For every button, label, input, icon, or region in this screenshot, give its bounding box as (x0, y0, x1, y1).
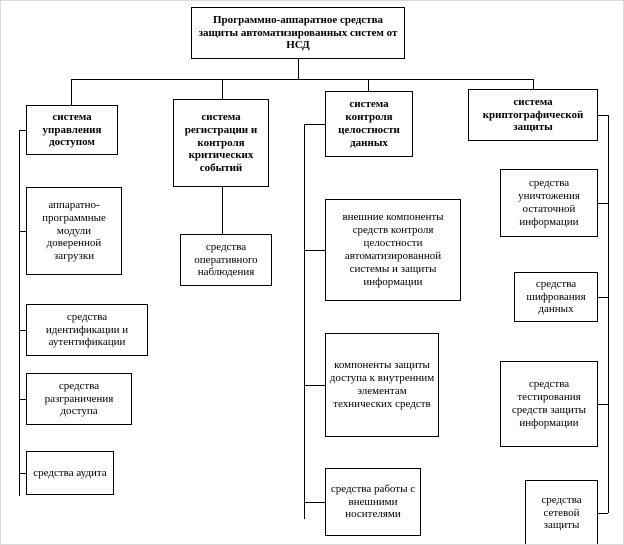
connector-stub-external-media (304, 502, 325, 503)
connector-stub-protection-testing (598, 404, 608, 405)
diagram-root-label: Программно-аппаратное средства защиты автоматизированных систем от НСД (198, 13, 398, 52)
leaf-label-identification: средства идентификации и аутентификации (45, 310, 129, 349)
branch-node-registration (173, 99, 269, 187)
leaf-label-access-segregation: средства разграничения доступа (44, 379, 114, 418)
leaf-label-trusted-boot: аппаратно-программные модули доверенной загрузки (42, 198, 106, 263)
connector-stub-access-segregation (19, 399, 26, 400)
leaf-node-operational-monitoring (180, 234, 272, 286)
connector-drop-branch-1 (71, 79, 72, 105)
leaf-node-external-components (325, 199, 461, 301)
leaf-label-internal-access-protection: компоненты защиты доступа к внутренним элементам технических средств (329, 359, 435, 410)
leaf-node-access-segregation (26, 373, 132, 425)
leaf-label-network-protection: средства сетевой защиты (541, 493, 582, 532)
connector-stub-internal-access-protection (304, 385, 325, 386)
leaf-node-external-media (325, 468, 421, 536)
connector-stub-residual-destruction (598, 203, 608, 204)
leaf-node-internal-access-protection (325, 333, 439, 437)
connector-stub-audit (19, 473, 26, 474)
branch-node-access-control (26, 105, 118, 155)
leaf-label-audit: средства аудита (33, 466, 107, 479)
leaf-node-residual-destruction (500, 169, 598, 237)
diagram-root-node (191, 7, 405, 59)
leaf-label-residual-destruction: средства уничтожения остаточной информации (518, 177, 580, 228)
branch-node-integrity (325, 91, 413, 157)
leaf-node-data-encryption (514, 272, 598, 322)
branch-label-integrity: система контроля целостности данных (338, 98, 400, 149)
connector-drop-branch-3 (368, 79, 369, 91)
connector-stub-external-components (304, 250, 325, 251)
connector-stub-data-encryption (598, 297, 608, 298)
branch-label-registration: система регистрации и контроля критических событий (184, 110, 258, 175)
branch-node-cryptography (468, 89, 598, 141)
leaf-node-audit (26, 451, 114, 495)
branch-label-cryptography: система криптографической защиты (482, 95, 584, 134)
connector-spine-cryptography (608, 115, 609, 513)
connector-root-bus (71, 79, 533, 80)
connector-stub-trusted-boot (19, 231, 26, 232)
branch-label-access-control: система управления доступом (42, 110, 102, 149)
leaf-node-trusted-boot (26, 187, 122, 275)
connector-stub-access-control (19, 130, 26, 131)
leaf-label-data-encryption: средства шифрования данных (526, 277, 586, 316)
leaf-node-identification (26, 304, 148, 356)
connector-stub-network-protection (598, 513, 608, 514)
connector-stub-identification (19, 330, 26, 331)
leaf-node-network-protection (525, 480, 598, 545)
connector-drop-operational-monitoring (222, 187, 223, 234)
leaf-label-external-components: внешние компоненты средств контроля целостности автоматизированной системы и защиты информации (342, 211, 444, 288)
connector-root-trunk (298, 59, 299, 79)
leaf-node-protection-testing (500, 361, 598, 447)
connector-spine-integrity (304, 124, 305, 519)
connector-drop-branch-4 (533, 79, 534, 89)
connector-stub-cryptography (598, 115, 608, 116)
leaf-label-external-media: средства работы с внешними носителями (330, 482, 416, 521)
connector-drop-branch-2 (222, 79, 223, 99)
leaf-label-protection-testing: средства тестирования средств защиты информации (511, 378, 587, 429)
connector-stub-integrity (304, 124, 325, 125)
leaf-label-operational-monitoring: средства оперативного наблюдения (194, 240, 258, 279)
connector-spine-access-control (19, 130, 20, 496)
